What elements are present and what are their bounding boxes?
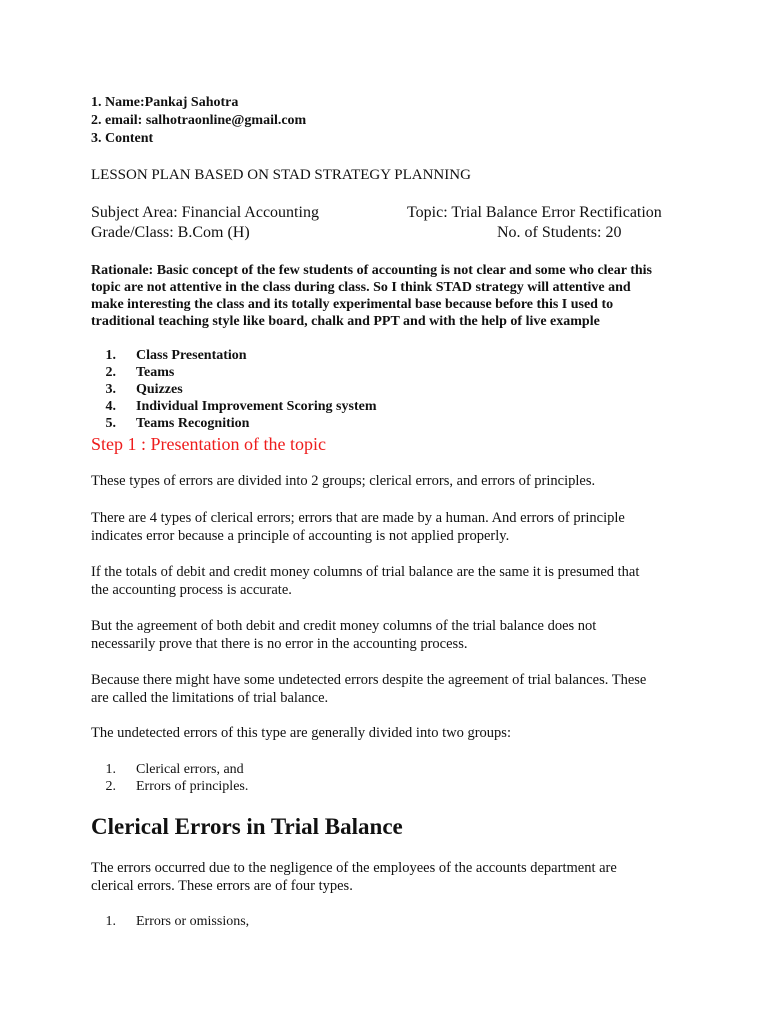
list-item: 4. Individual Improvement Scoring system — [105, 399, 377, 414]
list-item: 3. Quizzes — [105, 382, 183, 397]
topic: Topic: Trial Balance Error Rectification — [407, 204, 662, 221]
step1-heading: Step 1 : Presentation of the topic — [91, 434, 326, 454]
body-paragraph: But the agreement of both debit and credit money columns of the trial balance does not necessarily prove that there is no error in the accounting process. — [91, 618, 597, 652]
grade-class: Grade/Class: B.Com (H) — [91, 224, 250, 241]
body-paragraph: If the totals of debit and credit money columns of trial balance are the same it is presumed that the accounting process is accurate. — [91, 564, 640, 598]
student-count: No. of Students: 20 — [497, 224, 622, 241]
document-page: 1. Name:Pankaj Sahotra 2. email: salhotraonline@gmail.com 3. Content LESSON PLAN BASED ON STAD STRATEGY PLANNING Subject Area: Financial Accounting Topic: Trial Balance Error Rectification Grade/Class: B.Com (H) No. of Students: 20 Rationale: Basic concept of the few students of accounting is not clear and some who clear this topic are not attentive in the class during class. So I think STAD strategy will attentive and make interesting the class and its totally experimental base because before this I used to traditional teaching style like board, chalk and PPT and with the help of live example 1. Class Presentation 2. Teams 3. Quizzes 4. Individual Improvement Scoring system 5. Teams Recognition Step 1 : Presentation of the topic These types of errors are divided into 2 groups; clerical errors, and errors of principles. There are 4 types of clerical errors; errors that are made by a human. And errors of principle indicates error because a principle of accounting is not applied properly. If the totals of debit and credit money columns of trial balance are the same it is presumed that the accounting process is accurate. But the agreement of both debit and credit money columns of the trial balance does not necessarily prove that there is no error in the accounting process. Because there might have some undetected errors despite the agreement of trial balances. These are called the limitations of trial balance. The undetected errors of this type are generally divided into two groups: 1. Clerical errors, and 2. Errors of principles. Clerical Errors in Trial Balance The errors occurred due to the negligence of the employees of the accounts department are clerical errors. These errors are of four types. 1. Errors or omissions, — [0, 0, 768, 1024]
body-paragraph: The undetected errors of this type are generally divided into two groups: — [91, 725, 511, 741]
section-heading: Clerical Errors in Trial Balance — [91, 814, 403, 839]
body-paragraph: These types of errors are divided into 2 groups; clerical errors, and errors of principles. — [91, 473, 596, 489]
list-item: 2. Teams — [105, 365, 175, 380]
body-paragraph: Because there might have some undetected errors despite the agreement of trial balances. These are called the limitations of trial balance. — [91, 672, 647, 706]
list-item: 1. Class Presentation — [105, 348, 247, 363]
clerical-paragraph: The errors occurred due to the negligence of the employees of the accounts department are clerical errors. These errors are of four types. — [91, 860, 617, 894]
name-line: 1. Name:Pankaj Sahotra — [91, 95, 239, 110]
list-item: 5. Teams Recognition — [105, 416, 250, 431]
content-line: 3. Content — [91, 131, 154, 146]
list-item: 2. Errors of principles. — [105, 779, 249, 794]
lesson-title: LESSON PLAN BASED ON STAD STRATEGY PLANNING — [91, 167, 471, 183]
body-paragraph: There are 4 types of clerical errors; errors that are made by a human. And errors of principle indicates error because a principle of accounting is not applied properly. — [91, 510, 625, 544]
list-item: 1. Clerical errors, and — [105, 762, 244, 777]
list-item: 1. Errors or omissions, — [105, 914, 250, 929]
subject-area: Subject Area: Financial Accounting — [91, 204, 319, 221]
email-line: 2. email: salhotraonline@gmail.com — [91, 113, 307, 128]
